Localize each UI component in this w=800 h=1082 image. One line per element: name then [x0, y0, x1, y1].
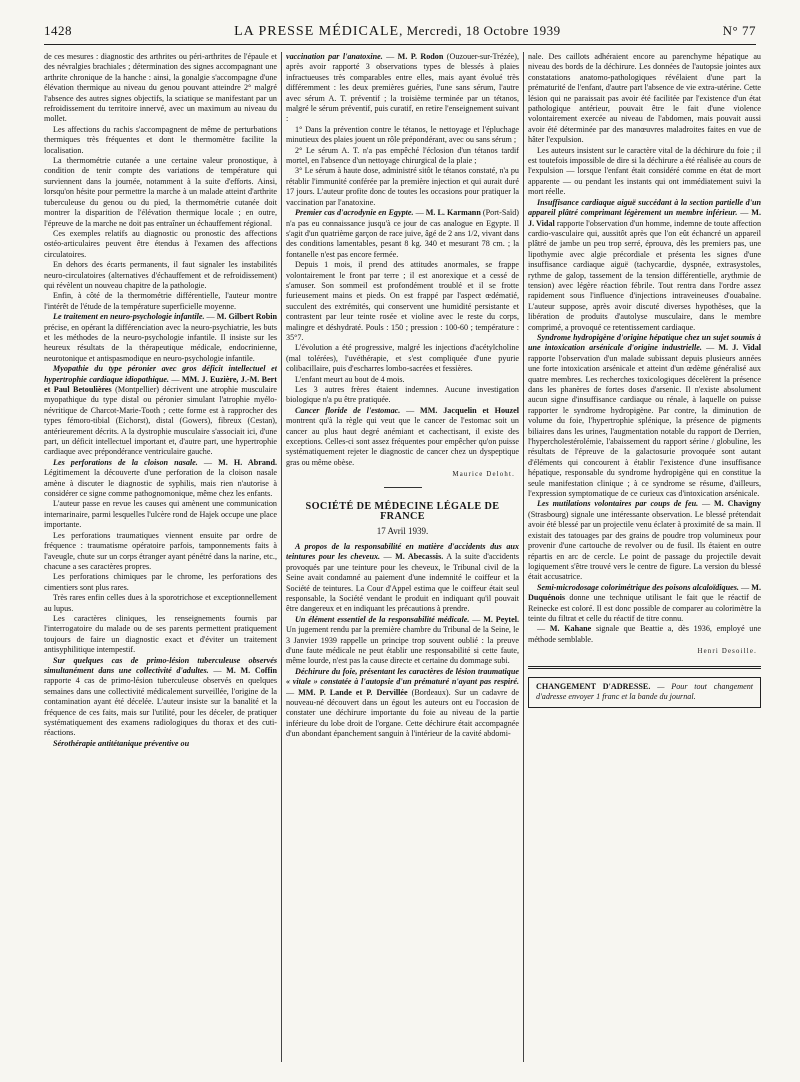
- column-2: [286, 52, 519, 1064]
- abstract: Le traitement en neuro-psychologie infantile. — M. Gilbert Robin précise, en opérant la différenciation avec la neuro-psychiatrie, les buts et les méthodes de la neuro-psychologie infantile. Il insiste sur les heureux résultats de la thérapeutique médicale, endocrinienne, neurotonique et antispasmodique en neuro-psychologie infantile.: [44, 312, 277, 363]
- abstract: Les mutilations volontaires par coups de feu. — M. Chavigny (Strasbourg) signale une intéressante observation. Le blessé prétendait avoir été blessé par un projectile venu éclater à proximité de sa main. Il existait des tatouages par des grains de poudre trop volumineux pour provenir d'une cartouche de revolver ou de fusil. Ils étaient en outre répartis en arc de cercle. Le point de passage du projectile devait logiquement s'être trouvé vers le centre de figure. La version du blessé était accusatrice.: [528, 499, 761, 582]
- abstract-body: montrent qu'à la règle qui veut que le cancer de l'estomac soit un cancer au plus haut degré anémiant et cachectisant, il existe des exceptions. Celles-ci sont assez fréquentes pour empêcher qu'on puisse systématiquement rejeter le diagnostic de cancer chez un dyspeptique gras ou même obèse.: [286, 416, 519, 467]
- notice-title: CHANGEMENT D'ADRESSE.: [536, 681, 651, 691]
- abstract-body: (Port-Saïd) n'a pas eu connaissance jusqu'à ce jour de cas analogue en Egypte. Il s'agit d'un quatrième garçon de race juive, âgé de 2 ans 1/2, vivant dans des conditions lamentables, pesant 8 kg. 340 et mesurant 78 cm. ; la fontanelle n'est pas encore fermée.: [286, 208, 519, 259]
- abstract-body: (Montpellier) décrivent une atrophie musculaire myopathique du type distal ou péronier simulant l'atrophie myélo-névritique de Charcot-Marie-Tooth ; cette forme est à rapprocher des types fémoro-tibial (Eichorst), distal (Gowers), fibreux (Cestan), antérieurement décrits. A la dystrophie musculaire s'associait ici, d'une part, un déficit intellectuel important et, d'autre part, une hypertrophie cardiaque avec prépondérance ventriculaire gauche.: [44, 385, 277, 457]
- abstract: Semi-microdosage colorimétrique des poisons alcaloïdiques. — M. Duquénois donne une technique utilisant le fait que le réactif de Reinecke est coloré. Il est donc possible de comparer au colorimètre la teinte du filtrat et celle du réactif de titre connu.: [528, 582, 761, 623]
- abstract-body: (Ouzouer-sur-Trézée), après avoir rapporté 3 observations types de blessés à plaies infractueuses très comparables entre elles, mais ayant évolué très différemment : les deux premières guéries, l'une sans sérum, l'autre avec sérum A. T. préventif ; la troisième terminée par un tétanos, malgré le sérum préventif, puis curatif, en retire l'enseignement suivant :: [286, 52, 519, 124]
- address-change-notice: [528, 677, 761, 708]
- abstract-author: MM. Jacquelin et Houzel: [420, 405, 519, 415]
- author-signature: Henri Desoille.: [697, 648, 757, 656]
- abstract-author: MM. P. Lande et P. Dervillée: [298, 687, 408, 697]
- abstract-title: Myopathie du type péronier avec gros déficit intellectuel et hypertrophie cardiaque idiopathique.: [44, 364, 277, 384]
- list-item: 1° Dans la prévention contre le tétanos, le nettoyage et l'épluchage minutieux des plaies jouent un rôle prépondérant, avec ou sans sérum ;: [286, 124, 519, 145]
- abstract: Déchirure du foie, présentant les caractères de lésion traumatique « vitale » constatée à l'autopsie d'un prématuré n'ayant pas respiré. — MM. P. Lande et P. Dervillée (Bordeaux). Sur un cadavre de nouveau-né découvert dans un égout les auteurs ont eu l'occasion de constater une déchirure importante du foie au niveau de la partie inférieure du lobe droit de l'organe. Cette déchirure était accompagnée d'un abondant épanchement sanguin à l'intérieur de la cavité abdomi-: [286, 666, 519, 739]
- paragraph: Depuis 1 mois, il prend des attitudes anormales, se frappe volontairement le front par terre ; il est anorexique et a cessé de s'amuser. Son sommeil est profondément troublé et il se frotte furieusement mains et pieds. On est frappé par l'aspect œdématié, succulent des extrémités, qui conservent une humidité persistante et contrastent par leur teinte rosée et violine avec le reste du corps, malingre et déshydraté. Pouls : 150 ; pression : 100-60 ; température : 35°7.: [286, 260, 519, 342]
- abstract-author: M. Kahane: [549, 624, 592, 634]
- list-item: 2° Le sérum A. T. n'a pas empêché l'éclosion d'un tétanos tardif mortel, en l'absence d'un nettoyage chirurgical de la plaie ;: [286, 145, 519, 166]
- abstract-author: M. H. Abrand.: [218, 457, 277, 467]
- abstract: Un élément essentiel de la responsabilité médicale. — M. Peytel. Un jugement rendu par la première chambre du Tribunal de la Seine, le 3 Janvier 1939 rappelle un principe trop souvent oublié : la preuve d'une faute médicale ne peut établir une responsabilité si cette faute, même lourde, n'est pas la cause directe et certaine du dommage subi.: [286, 614, 519, 666]
- column-3: [528, 52, 761, 1064]
- abstract-body: (Bordeaux). Sur un cadavre de nouveau-né découvert dans un égout les auteurs ont eu l'occasion de constater une déchirure importante du foie au niveau de la partie inférieure du lobe droit de l'organe. Cette déchirure était accompagnée d'un abondant épanchement sanguin à l'intérieur de la cavité abdomi-: [286, 687, 519, 739]
- abstract-body: signale que Beattie a, dès 1936, employé une méthode semblable.: [528, 624, 761, 644]
- abstract-body: Légitimement la découverte d'une perforation de la cloison nasale amène à discuter le diagnostic de syphilis, mais rien n'autorise à considérer ce signe comme pathognomonique, même chez les enfants.: [44, 468, 277, 499]
- abstract-title: vaccination par l'anatoxine.: [286, 52, 383, 61]
- paragraph: Les caractères cliniques, les renseignements fournis par l'interrogatoire du malade ou de ses parents permettent pratiquement toujours de faire un diagnostic exact et d'éviter un traitement antisyphilitique intempestif.: [44, 613, 277, 655]
- abstract-title: Syndrome hydropigène d'origine hépatique chez un sujet soumis à une intoxication arsénicale d'origine industrielle.: [528, 332, 761, 353]
- abstract-title: Sérothérapie antitétanique préventive ou: [53, 738, 190, 748]
- author-signature: Maurice Deloht.: [452, 471, 515, 479]
- abstract-title: Déchirure du foie, présentant les caractères de lésion traumatique « vitale » constatée à l'autopsie d'un prématuré n'ayant pas respiré.: [286, 666, 519, 687]
- paragraph: Ces exemples relatifs au diagnostic ou pronostic des affections ostéo-articulaires peuvent être étendus à l'examen des affections circulatoires.: [44, 228, 277, 259]
- abstract-author: M. M. Coffin: [226, 665, 277, 675]
- abstract-body: donne une technique utilisant le fait que le réactif de Reinecke est coloré. Il est donc possible de comparer au colorimètre la teinte du filtrat et celle du réactif de titre connu.: [528, 593, 761, 623]
- paragraph: L'évolution a été progressive, malgré les injections d'acétylcholine (mal tolérées), l'uvéthérapie, et s'est compliquée d'une pyurie colibacillaire, puis d'escharres lombo-sacrées et fessières.: [286, 343, 519, 374]
- header-rule: [44, 44, 756, 45]
- abstract-title: Sur quelques cas de primo-lésion tuberculeuse observés simultanément dans une collectivité d'adultes.: [44, 655, 277, 675]
- abstract-title: Premier cas d'acrodynie en Egypte.: [295, 208, 414, 218]
- abstract-author: MM. J. Euzière, J.-M. Bert et Paul Betoulières: [44, 374, 277, 394]
- abstract: Myopathie du type péronier avec gros déficit intellectuel et hypertrophie cardiaque idiopathique. — MM. J. Euzière, J.-M. Bert et Paul Betoulières (Montpellier) décrivent une atrophie musculaire myopathique du type distal ou péronier simulant l'atrophie myélo-névritique de Charcot-Marie-Tooth ; cette forme est à rapprocher des types fémoro-tibial (Eichorst), distal (Gowers), fibreux (Cestan), antérieurement décrits. A la dystrophie musculaire s'associait ici, d'une part, un déficit intellectuel important et, d'autre part, une hypertrophie cardiaque avec prépondérance ventriculaire gauche.: [44, 364, 277, 457]
- abstract-title: Semi-microdosage colorimétrique des poisons alcaloïdiques.: [537, 582, 739, 592]
- page-header: [44, 23, 756, 45]
- abstract-body: précise, en opérant la différenciation avec la neuro-psychiatrie, les buts et les méthodes de la neuro-psychologie infantile. Il insiste sur les heureux résultats de la thérapeutique médicale, endocrinienne, neurotonique et antispasmodique en neuro-psychologie infantile.: [44, 322, 277, 363]
- paragraph: Les perforations chimiques par le chrome, les perforations des cimentiers sont plus rares.: [44, 572, 277, 592]
- abstract: Les perforations de la cloison nasale. — M. H. Abrand. Légitimement la découverte d'une perforation de la cloison nasale amène à discuter le diagnostic de syphilis, mais rien n'autorise à considérer ce signe comme pathognomonique, même chez les enfants.: [44, 457, 277, 499]
- notice-divider: [528, 666, 761, 669]
- abstract-author: M. Chavigny: [714, 499, 761, 509]
- abstract-title: Un élément essentiel de la responsabilité médicale.: [295, 614, 470, 624]
- abstract-body: A la suite d'accidents provoqués par une teinture pour les cheveux, le Tribunal civil de la Seine avait condamné au paiement d'une indemnité le coiffeur et la Société de teintures. La Cour d'Appel estima que le coiffeur était seul responsable, la Société vendant le produit en indiquant qu'il pouvait être dangereux et en indiquant les précautions à prendre.: [286, 552, 519, 614]
- paragraph: L'enfant meurt au bout de 4 mois.: [295, 374, 405, 384]
- abstract-author: M. L. Karmann: [425, 208, 481, 218]
- abstract-body: rapporte l'observation d'un malade subissant depuis plusieurs années une forte intoxication arsénicale et atteint d'un œdème généralisé aux quatre membres. Les recherches toxicologiques décelèrent la présence dans les phanères de fortes doses d'arsenic. Il n'existe absolument aucun signe d'insuffisance cardiaque ou rénale, à laquelle on puisse rapporter le syndrome hydropigène. Par contre, la diminution de volume du foie, l'hypertrophie splénique, la présence de pigments biliaires dans les urines, l'augmentation notable du rapport de Derrien, l'hypercholestérolémie, l'abaissement du rapport sérine / globuline, les résultats de l'épreuve de la galactosurie provoquée sont autant d'éléments qui concourent à établir l'existence d'une insuffisance hépatique, responsable du syndrome hydropigène qui en constitue la seule manifestation clinique ; à ce syndrome se résume, d'ailleurs, l'expression symptomatique de ce curieux cas d'intoxication arsénicale.: [528, 353, 761, 499]
- list-item: 3° Le sérum à haute dose, administré sitôt le tétanos constaté, n'a pu rétablir l'immunité conférée par la première injection et qui aurait duré 17 jours. L'auteur profite donc de toutes les occasions pour pratiquer la vaccination par l'anatoxine.: [286, 166, 519, 207]
- paragraph: nale. Des caillots adhéraient encore au parenchyme hépatique au niveau des bords de la déchirure. Les données de l'autopsie jointes aux constatations anatomo-pathologiques révélaient d'une part la prématurité de l'enfant, d'autre part l'absence de vie extra-utérine. Cette lésion qui ne paraissait pas avoir été facilitée par l'existence d'un état pathologique antérieur, pouvait être le fait d'une violence volontairement exercée au niveau de l'abdomen, mais pouvait aussi avoir été déterminée par des manœuvres maladroites faites en vue de hâter l'expulsion.: [528, 52, 761, 145]
- abstract-author: M. J. Vidal: [528, 208, 761, 228]
- abstract: [44, 739, 277, 749]
- abstract: Cancer floride de l'estomac. — MM. Jacquelin et Houzel montrent qu'à la règle qui veut que le cancer de l'estomac soit un cancer au plus haut degré anémiant et cachectisant, il existe des exceptions. Celles-ci sont assez fréquentes pour empêcher qu'on puisse systématiquement rejeter le diagnostic de cancer chez un dyspeptique gras ou même obèse.: [286, 405, 519, 467]
- abstract-body: rapporte l'observation d'un homme, indemne de toute affection cardio-vasculaire qui, aussitôt après que l'on eût échancré un appareil plâtré de jambe un peu trop serré, éprouva, dès les premiers pas, une lipothymie avec algie précordiale et présenta les signes d'une insuffisance cardiaque aiguë (tachycardie, dyspnée, extrasystoles, rythme de galop, tassement de la tension différentielle, arythmie de tension) avec légère réaction fébrile. Tout rentra dans l'ordre assez rapidement sous l'influence d'injections intraveineuses d'ouabaïne. L'auteur suppose, après avoir discuté diverses hypothèses, que la libération de produits d'autolyse musculaire, dans le membre comprimé, a provoqué ce retentissement cardiaque.: [528, 218, 761, 332]
- abstract-title: Les perforations de la cloison nasale.: [53, 457, 198, 467]
- paragraph: En dehors des écarts permanents, il faut signaler les instabilités neuro-circulatoires (alternatives d'échauffement et de refroidissement) qui révèlent un nouveau chapitre de la pathologie.: [44, 260, 277, 290]
- page-number: 1428: [44, 23, 72, 38]
- abstract: Premier cas d'acrodynie en Egypte. — M. L. Karmann (Port-Saïd) n'a pas eu connaissance jusqu'à ce jour de cas analogue en Egypte. Il s'agit d'un quatrième garçon de race juive, âgé de 2 ans 1/2, vivant dans des conditions lamentables, pesant 8 kg. 340 et mesurant 78 cm. ; la fontanelle n'est pas encore fermée.: [286, 208, 519, 259]
- abstract-author: M. J. Vidal: [718, 343, 761, 353]
- paragraph: Enfin, à côté de la thermométrie différentielle, l'auteur montre l'intérêt de l'étude de la température superficielle moyenne.: [44, 291, 277, 311]
- abstract-author: M. Abecassis.: [395, 552, 444, 562]
- section-date: 17 Avril 1939.: [376, 526, 429, 537]
- issue-date: Mercredi, 18 Octobre 1939: [406, 23, 561, 38]
- paragraph: Les auteurs insistent sur le caractère vital de la déchirure du foie ; il est toutefois impossible de dire si la déchirure a été réalisée au cours de l'expulsion — lorsque l'enfant était considéré comme en état de mort apparente — ou pendant les instants qui ont immédiatement suivi la mort réelle.: [528, 145, 761, 197]
- abstract-author: M. P. Rodon: [397, 52, 444, 61]
- section-divider: [384, 487, 422, 488]
- abstract: Syndrome hydropigène d'origine hépatique chez un sujet soumis à une intoxication arsénicale d'origine industrielle. — M. J. Vidal rapporte l'observation d'un malade subissant depuis plusieurs années une forte intoxication arsénicale et atteint d'un œdème généralisé aux quatre membres. Les recherches toxicologiques décelèrent la présence dans les phanères de fortes doses d'arsenic. Il n'existe absolument aucun signe d'insuffisance cardiaque ou rénale, à laquelle on puisse rapporter le syndrome hydropigène. Par contre, la diminution de volume du foie, l'hypertrophie splénique, la présence de pigments biliaires dans les urines, l'augmentation notable du rapport de Derrien, l'hypercholestérolémie, l'abaissement du rapport sérine / globuline, les résultats de l'épreuve de la galactosurie provoquée sont autant d'éléments qui concourent à établir l'existence d'une insuffisance hépatique, responsable du syndrome hydropigène qui en constitue la seule manifestation clinique ; à ce syndrome se résume, d'ailleurs, l'expression symptomatique de ce curieux cas d'intoxication arsénicale.: [528, 332, 761, 499]
- abstract-author: M. Peytel.: [483, 614, 519, 624]
- column-divider: [523, 52, 524, 1062]
- journal-name: LA PRESSE MÉDICALE: [234, 24, 400, 39]
- section-title: SOCIÉTÉ DE MÉDECINE LÉGALE DE FRANCE: [305, 500, 500, 523]
- abstract-title: A propos de la responsabilité en matière d'accidents dus aux teintures pour les cheveux.: [286, 541, 519, 562]
- abstract: A propos de la responsabilité en matière d'accidents dus aux teintures pour les cheveux. — M. Abecassis. A la suite d'accidents provoqués par une teinture pour les cheveux, le Tribunal civil de la Seine avait condamné au paiement d'une indemnité le coiffeur et la Société de teintures. La Cour d'Appel estima que le coiffeur était seul responsable, la Société vendant le produit en indiquant qu'il pouvait être dangereux et en indiquant les précautions à prendre.: [286, 541, 519, 614]
- column-1: [44, 52, 277, 1064]
- issue-number: N° 77: [722, 23, 756, 38]
- abstract-author: M. Gilbert Robin: [216, 312, 277, 322]
- abstract: Sur quelques cas de primo-lésion tuberculeuse observés simultanément dans une collectivité d'adultes. — M. M. Coffin rapporte 4 cas de primo-lésion tuberculeuse observés en quelques semaines dans une collectivité médicalement surveillée, l'origine de la contamination ayant été décelée. L'auteur insiste sur la banalité et la fréquence de ces faits, mais sur l'utilité, pour les déceler, de pratiquer systématiquement des examens radiologiques du thorax et des cuti-réactions.: [44, 655, 277, 738]
- paragraph: Les 3 autres frères étaient indemnes. Aucune investigation biologique n'a pu être pratiquée.: [286, 385, 519, 405]
- paragraph: de ces mesures : diagnostic des arthrites ou péri-arthrites de l'épaule et des névralgies brachiales ; détermination des signes accompagnant une arthrite chronique de la hanche : ainsi, la gonalgie s'accompagne d'une élévation thermique au niveau du genou pouvant atteindre 2° malgré l'absence des autres signes objectifs, la sciatique se manifestant par un refroidissement du territoire innervé, avec un maximum au niveau du mollet.: [44, 52, 277, 124]
- abstract-title: Les mutilations volontaires par coups de feu.: [537, 499, 699, 509]
- paragraph: Les affections du rachis s'accompagnent de même de perturbations thermiques très fréquentes et dont le thermomètre facilite la localisation.: [44, 124, 277, 155]
- abstract: — M. Kahane signale que Beattie a, dès 1936, employé une méthode semblable.: [528, 624, 761, 644]
- abstract-body: rapporte 4 cas de primo-lésion tuberculeuse observés en quelques semaines dans une collectivité médicalement surveillée, l'origine de la contamination ayant été décelée. L'auteur insiste sur la banalité et la fréquence de ces faits, mais sur l'utilité, pour les déceler, de pratiquer systématiquement des examens radiologiques du thorax et des cuti-réactions.: [44, 676, 277, 738]
- paragraph: Les perforations traumatiques viennent ensuite par ordre de fréquence : traumatisme opératoire parfois, tamponnements faits à l'aveugle, chute sur un corps étranger ayant pénétré dans la narine, etc., chacune a ses caractères propres.: [44, 530, 277, 571]
- abstract-title: Insuffisance cardiaque aiguë succédant à la section partielle d'un appareil plâtré comprimant légèrement un membre inférieur.: [528, 197, 761, 218]
- abstract-title: Cancer floride de l'estomac.: [295, 405, 401, 415]
- notice-body: — Pour tout changement d'adresse envoyer 1 franc et la bande du journal.: [536, 681, 754, 702]
- running-title: LA PRESSE MÉDICALE, Mercredi, 18 Octobre 1939: [234, 23, 561, 39]
- abstract-author: M. Duquénois: [528, 582, 761, 603]
- abstract-body: Un jugement rendu par la première chambre du Tribunal de la Seine, le 3 Janvier 1939 rappelle un principe trop souvent oublié : la preuve d'une faute médicale ne peut établir une responsabilité si cette faute, même lourde, n'est pas la cause directe et certaine du dommage subi.: [286, 625, 519, 666]
- paragraph: Très rares enfin celles dues à la sporotrichose et exceptionnellement au lupus.: [44, 593, 277, 613]
- paragraph: La thermométrie cutanée a une certaine valeur pronostique, à condition de tenir compte des variations de température qui surviennent dans la journée, notamment à la suite d'efforts. Ainsi, lorsqu'on hésite pour permettre la marche à un malade atteint d'arthrite tuberculeuse du genou ou du pied, la thermométrie cutanée doit montrer la disparition de l'élévation thermique locale ; en outre, l'épreuve de la marche ne doit pas entraîner un échauffement régional.: [44, 156, 277, 228]
- column-divider: [281, 52, 282, 1062]
- abstract: Insuffisance cardiaque aiguë succédant à la section partielle d'un appareil plâtré comprimant légèrement un membre inférieur. — M. J. Vidal rapporte l'observation d'un homme, indemne de toute affection cardio-vasculaire qui, aussitôt après que l'on eût échancré un appareil plâtré de jambe un peu trop serré, éprouva, dès les premiers pas, une lipothymie avec algie précordiale et présenta les signes d'une insuffisance cardiaque aiguë (tachycardie, dyspnée, extrasystoles, rythme de galop, tassement de la tension différentielle, arythmie de tension) avec légère réaction fébrile. Tout rentra dans l'ordre assez rapidement sous l'influence d'injections intraveineuses d'ouabaïne. L'auteur suppose, après avoir discuté diverses hypothèses, que la libération de produits d'autolyse musculaire, dans le membre comprimé, a provoqué ce retentissement cardiaque.: [528, 197, 761, 332]
- abstract: vaccination par l'anatoxine. — M. P. Rodon (Ouzouer-sur-Trézée), après avoir rapporté 3 observations types de blessés à plaies infractueuses très comparables entre elles, mais ayant évolué très différemment : les deux premières guéries, l'une sans sérum, l'autre avec sérum A. T. préventif ; la troisième terminée par un tétanos, malgré le sérum préventif, puis curatif, en retire l'enseignement suivant :: [286, 52, 519, 124]
- paragraph: L'auteur passe en revue les causes qui amènent une communication internarinaire, parmi lesquelles l'ulcère rond de Hajek occupe une place importante.: [44, 499, 277, 530]
- abstract-body: (Strasbourg) signale une intéressante observation. Le blessé prétendait avoir été blessé par un projectile venu éclater à proximité de sa main. Il existait des tatouages par des grains de poudre trop volumineux pour provenir d'une cartouche de revolver ou de fusil. Ils étaient en outre répartis en arc de cercle. Le point de passage du projectile devait logiquement s'être trouvé vers le centre de figure. La version du blessé était accusatrice.: [528, 509, 761, 582]
- abstract-title: Le traitement en neuro-psychologie infantile.: [53, 312, 205, 322]
